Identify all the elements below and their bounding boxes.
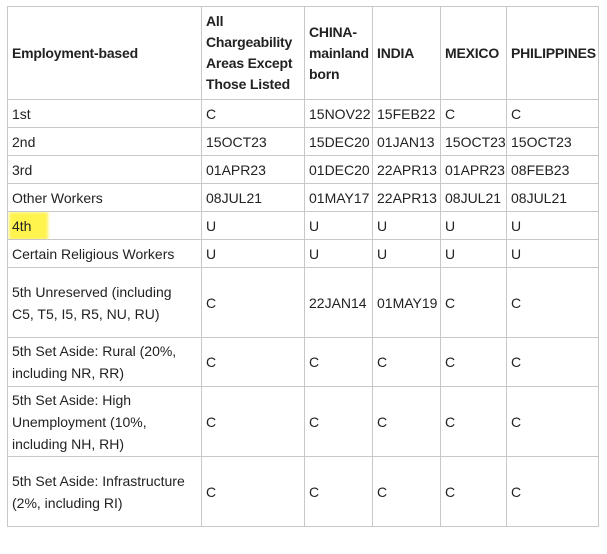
date-cell: U [202,240,305,268]
date-cell: C [441,338,507,387]
table-row [8,338,599,387]
date-cell: U [373,240,441,268]
date-cell: C [507,457,599,527]
category-label: 5th Unreserved (including C5, T5, I5, R5, NU, RU) [12,283,172,322]
date-cell: 01MAY17 [305,184,373,212]
category-cell [8,338,202,387]
table-row [8,387,599,457]
category-cell [8,387,202,457]
date-cell: 08JUL21 [202,184,305,212]
column-header-mexico: MEXICO [441,7,507,100]
date-cell: 08JUL21 [441,184,507,212]
date-cell: 22APR13 [373,184,441,212]
category-label: 5th Set Aside: Rural (20%, including NR, RR) [12,343,177,381]
category-label: 5th Set Aside: High Unemployment (10%, including NH, RH) [12,391,147,452]
date-cell: C [507,100,599,128]
date-cell: C [202,100,305,128]
date-cell: C [305,338,373,387]
date-cell: C [441,457,507,527]
category-cell [8,268,202,338]
category-cell [8,184,202,212]
date-cell: 15OCT23 [441,128,507,156]
category-cell [8,156,202,184]
date-cell: 22APR13 [373,156,441,184]
table-row [8,212,599,240]
date-cell: C [202,387,305,457]
category-cell [8,457,202,527]
category-cell [8,212,202,240]
date-cell: C [441,268,507,338]
date-cell: 15NOV22 [305,100,373,128]
date-cell: 01JAN13 [373,128,441,156]
date-cell: 15OCT23 [507,128,599,156]
category-label: 1st [12,105,31,122]
date-cell: U [373,212,441,240]
column-header-philippines: PHILIPPINES [507,7,599,100]
highlighted-category-label: 4th [12,215,45,237]
category-label: Certain Religious Workers [12,245,175,262]
category-label: 5th Set Aside: Infrastructure (2%, including RI) [12,472,185,511]
date-cell: C [441,100,507,128]
category-label: Other Workers [12,189,103,206]
column-header-india: INDIA [373,7,441,100]
date-cell: 22JAN14 [305,268,373,338]
date-cell: 01MAY19 [373,268,441,338]
table-row [8,100,599,128]
table-row [8,268,599,338]
date-cell: 01DEC20 [305,156,373,184]
date-cell: 01APR23 [202,156,305,184]
date-cell: C [305,387,373,457]
date-cell: 15FEB22 [373,100,441,128]
column-header-all-chargeability: All Chargeability Areas Except Those Listed [202,7,305,100]
date-cell: C [202,338,305,387]
column-header-employment-based: Employment-based [8,7,202,100]
table-row [8,156,599,184]
date-cell: 15OCT23 [202,128,305,156]
category-label: 3rd [12,161,33,178]
date-cell: C [373,387,441,457]
date-cell: C [202,268,305,338]
date-cell: U [202,212,305,240]
date-cell: U [305,240,373,268]
date-cell: U [305,212,373,240]
table-row [8,240,599,268]
date-cell: C [507,268,599,338]
date-cell: C [202,457,305,527]
table-row [8,457,599,527]
date-cell: C [305,457,373,527]
date-cell: C [441,387,507,457]
date-cell: C [373,457,441,527]
date-cell: U [441,240,507,268]
date-cell: C [507,387,599,457]
date-cell: 08FEB23 [507,156,599,184]
date-cell: U [507,240,599,268]
date-cell: C [373,338,441,387]
table-row [8,184,599,212]
visa-bulletin-table [7,6,599,527]
date-cell: 01APR23 [441,156,507,184]
table-row [8,128,599,156]
date-cell: U [507,212,599,240]
date-cell: 15DEC20 [305,128,373,156]
date-cell: U [441,212,507,240]
header-row [8,7,599,100]
category-cell [8,128,202,156]
category-cell [8,240,202,268]
date-cell: C [507,338,599,387]
category-cell [8,100,202,128]
category-label: 2nd [12,133,36,150]
column-header-china: CHINA-mainland born [305,7,373,100]
date-cell: 08JUL21 [507,184,599,212]
